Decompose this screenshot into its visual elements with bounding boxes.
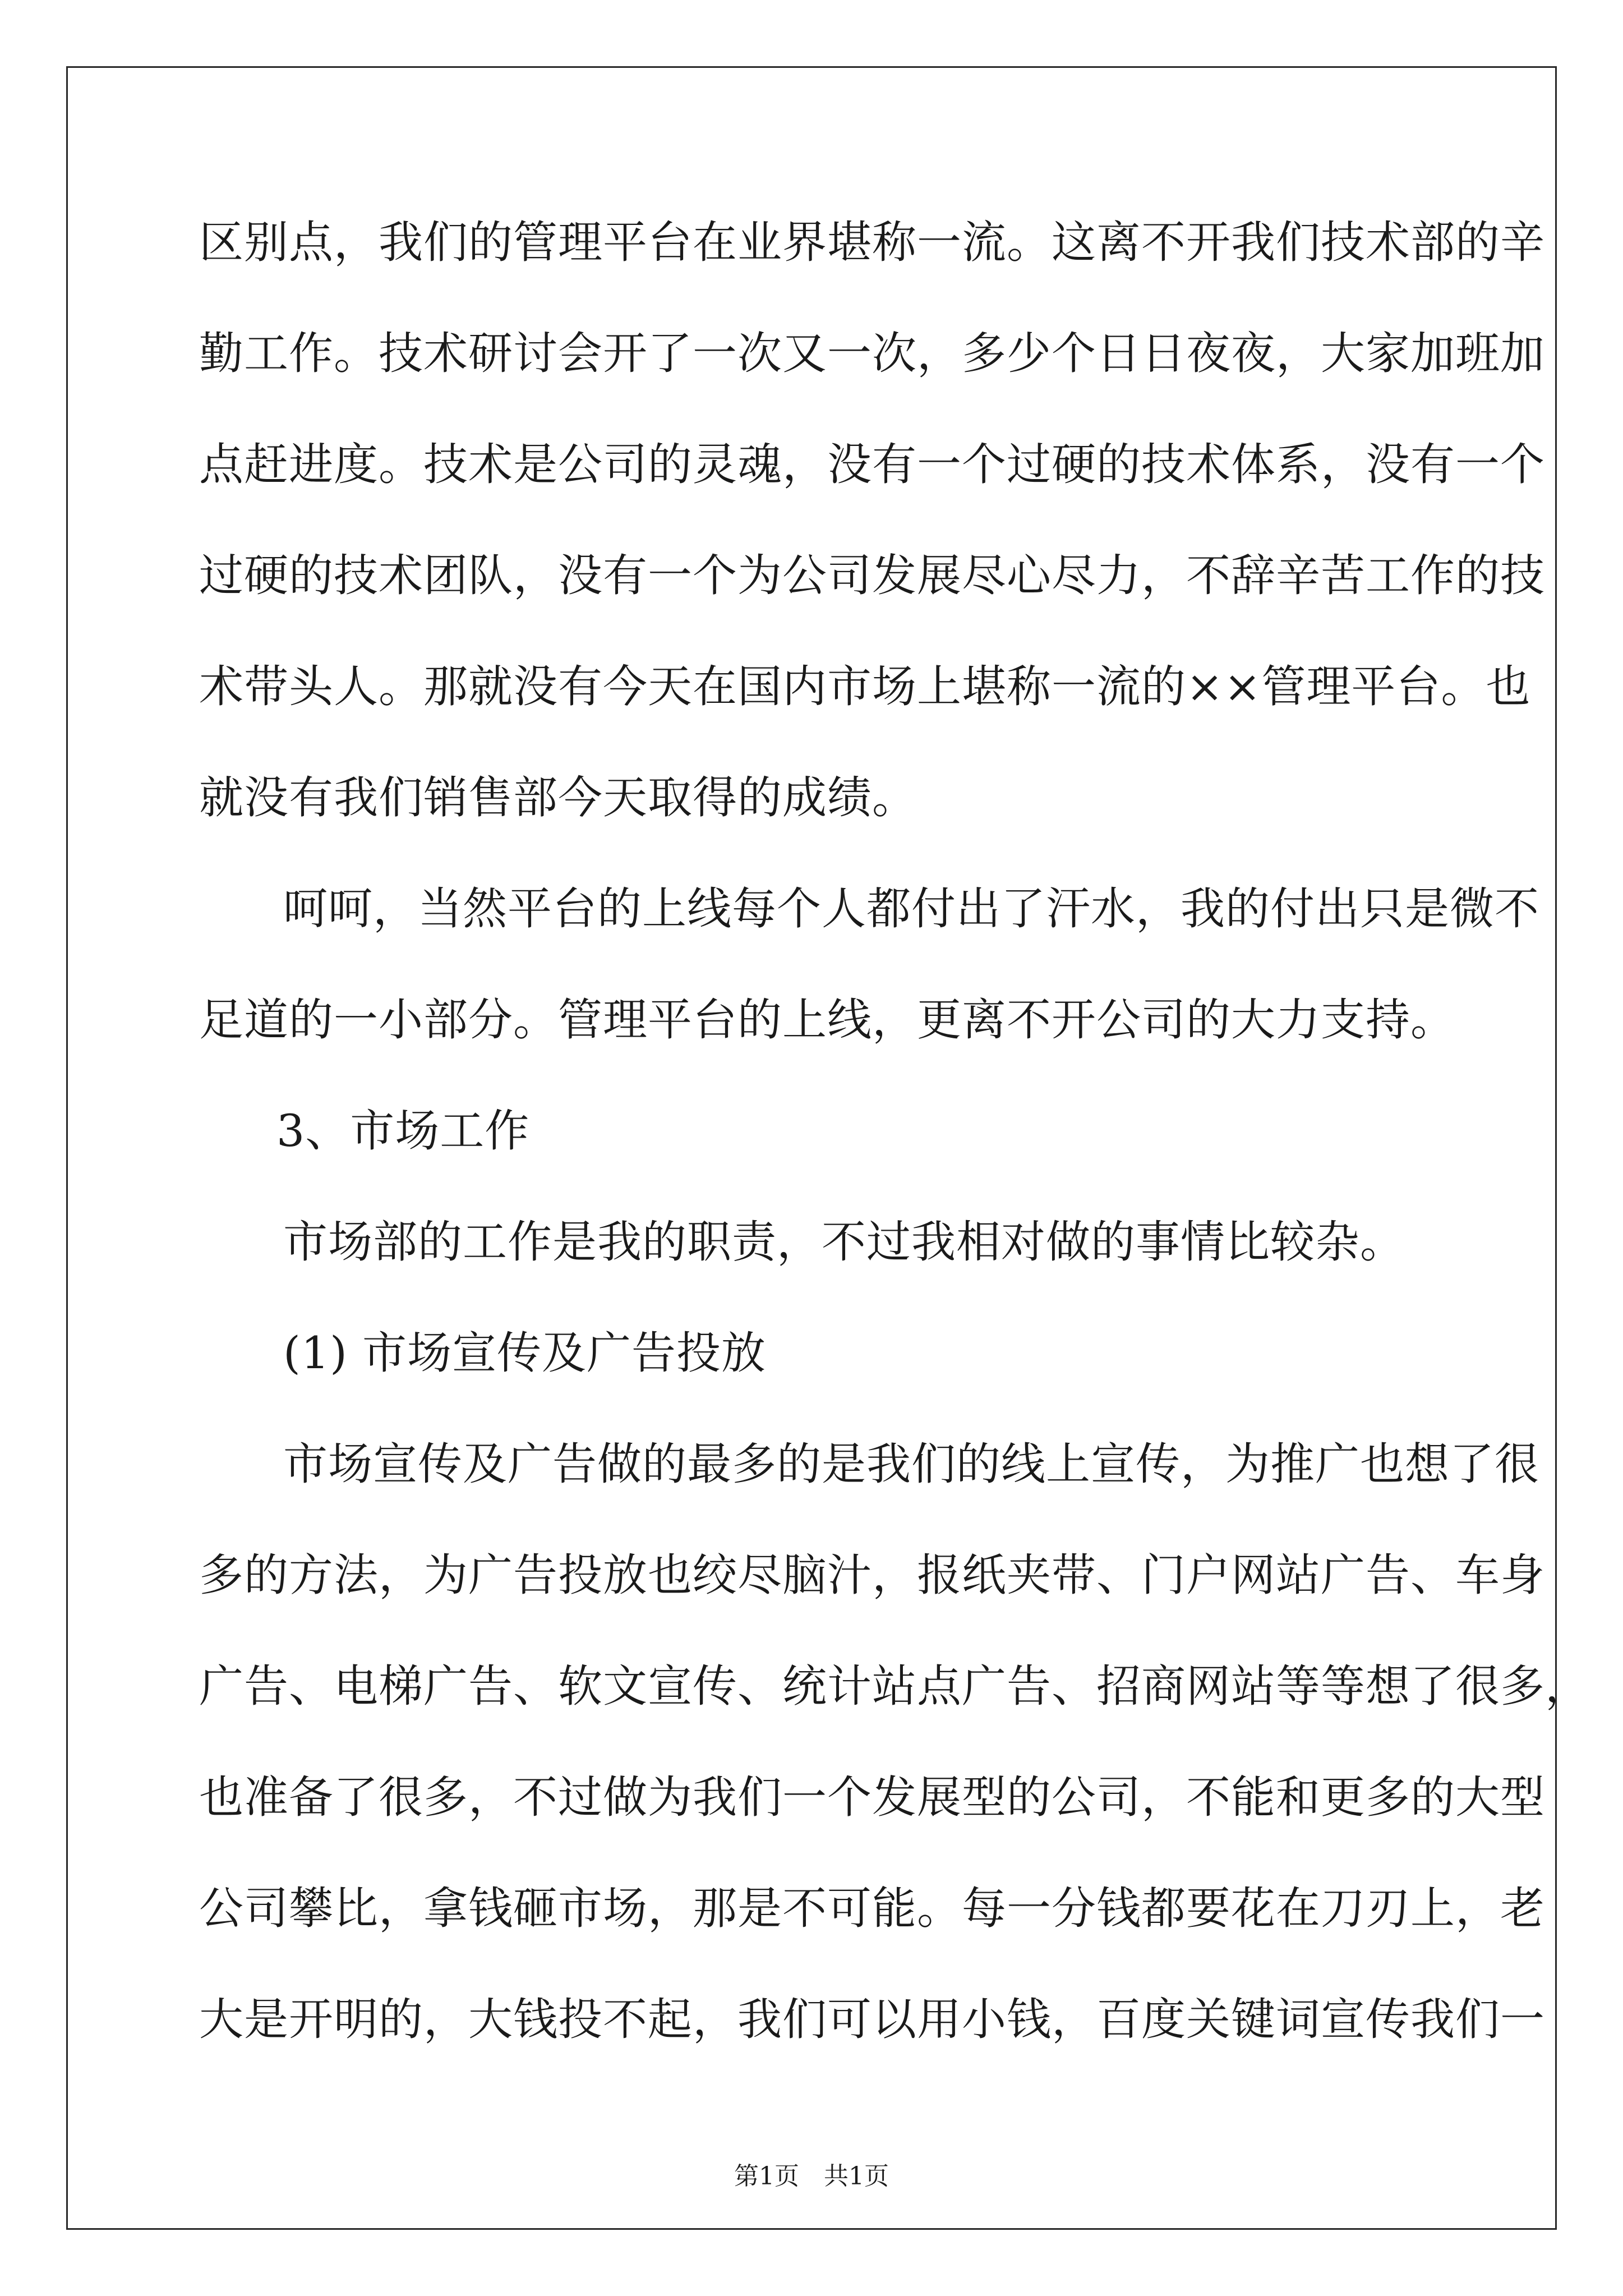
text-line: 广告、电梯广告、软文宣传、统计站点广告、招商网站等等想了很多，: [199, 1660, 1590, 1712]
text-line: 也准备了很多，不过做为我们一个发展型的公司，不能和更多的大型: [199, 1772, 1545, 1823]
text-line: 点赶进度。技术是公司的灵魂，没有一个过硬的技术体系，没有一个: [199, 439, 1545, 490]
text-line: 术带头人。那就没有今天在国内市场上堪称一流的××管理平台。也: [199, 661, 1531, 712]
paragraph-first-line: 市场宣传及广告做的最多的是我们的线上宣传，为推广也想了很: [283, 1438, 1539, 1490]
text-line: 足道的一小部分。管理平台的上线，更离不开公司的大力支持。: [199, 994, 1455, 1046]
text-line: 就没有我们销售部今天取得的成绩。: [199, 772, 917, 823]
section-heading: 3、市场工作: [276, 1105, 530, 1157]
paragraph-first-line: 呵呵，当然平台的上线每个人都付出了汗水，我的付出只是微不: [283, 883, 1539, 935]
text-line: 大是开明的，大钱投不起，我们可以用小钱，百度关键词宣传我们一: [199, 1994, 1545, 2045]
text-line: 多的方法，为广告投放也绞尽脑汁，报纸夹带、门户网站广告、车身: [199, 1549, 1545, 1601]
text-line: 区别点，我们的管理平台在业界堪称一流。这离不开我们技术部的辛: [199, 217, 1545, 268]
paragraph-first-line: 市场部的工作是我的职责，不过我相对做的事情比较杂。: [283, 1216, 1405, 1268]
text-line: 勤工作。技术研讨会开了一次又一次，多少个日日夜夜，大家加班加: [199, 328, 1545, 379]
text-line: 过硬的技术团队，没有一个为公司发展尽心尽力，不辞辛苦工作的技: [199, 550, 1545, 601]
subsection-heading: (1) 市场宣传及广告投放: [283, 1327, 767, 1379]
text-line: 公司攀比，拿钱砸市场，那是不可能。每一分钱都要花在刀刃上，老: [199, 1883, 1545, 1934]
page-footer: 第1页 共1页: [734, 2162, 889, 2191]
